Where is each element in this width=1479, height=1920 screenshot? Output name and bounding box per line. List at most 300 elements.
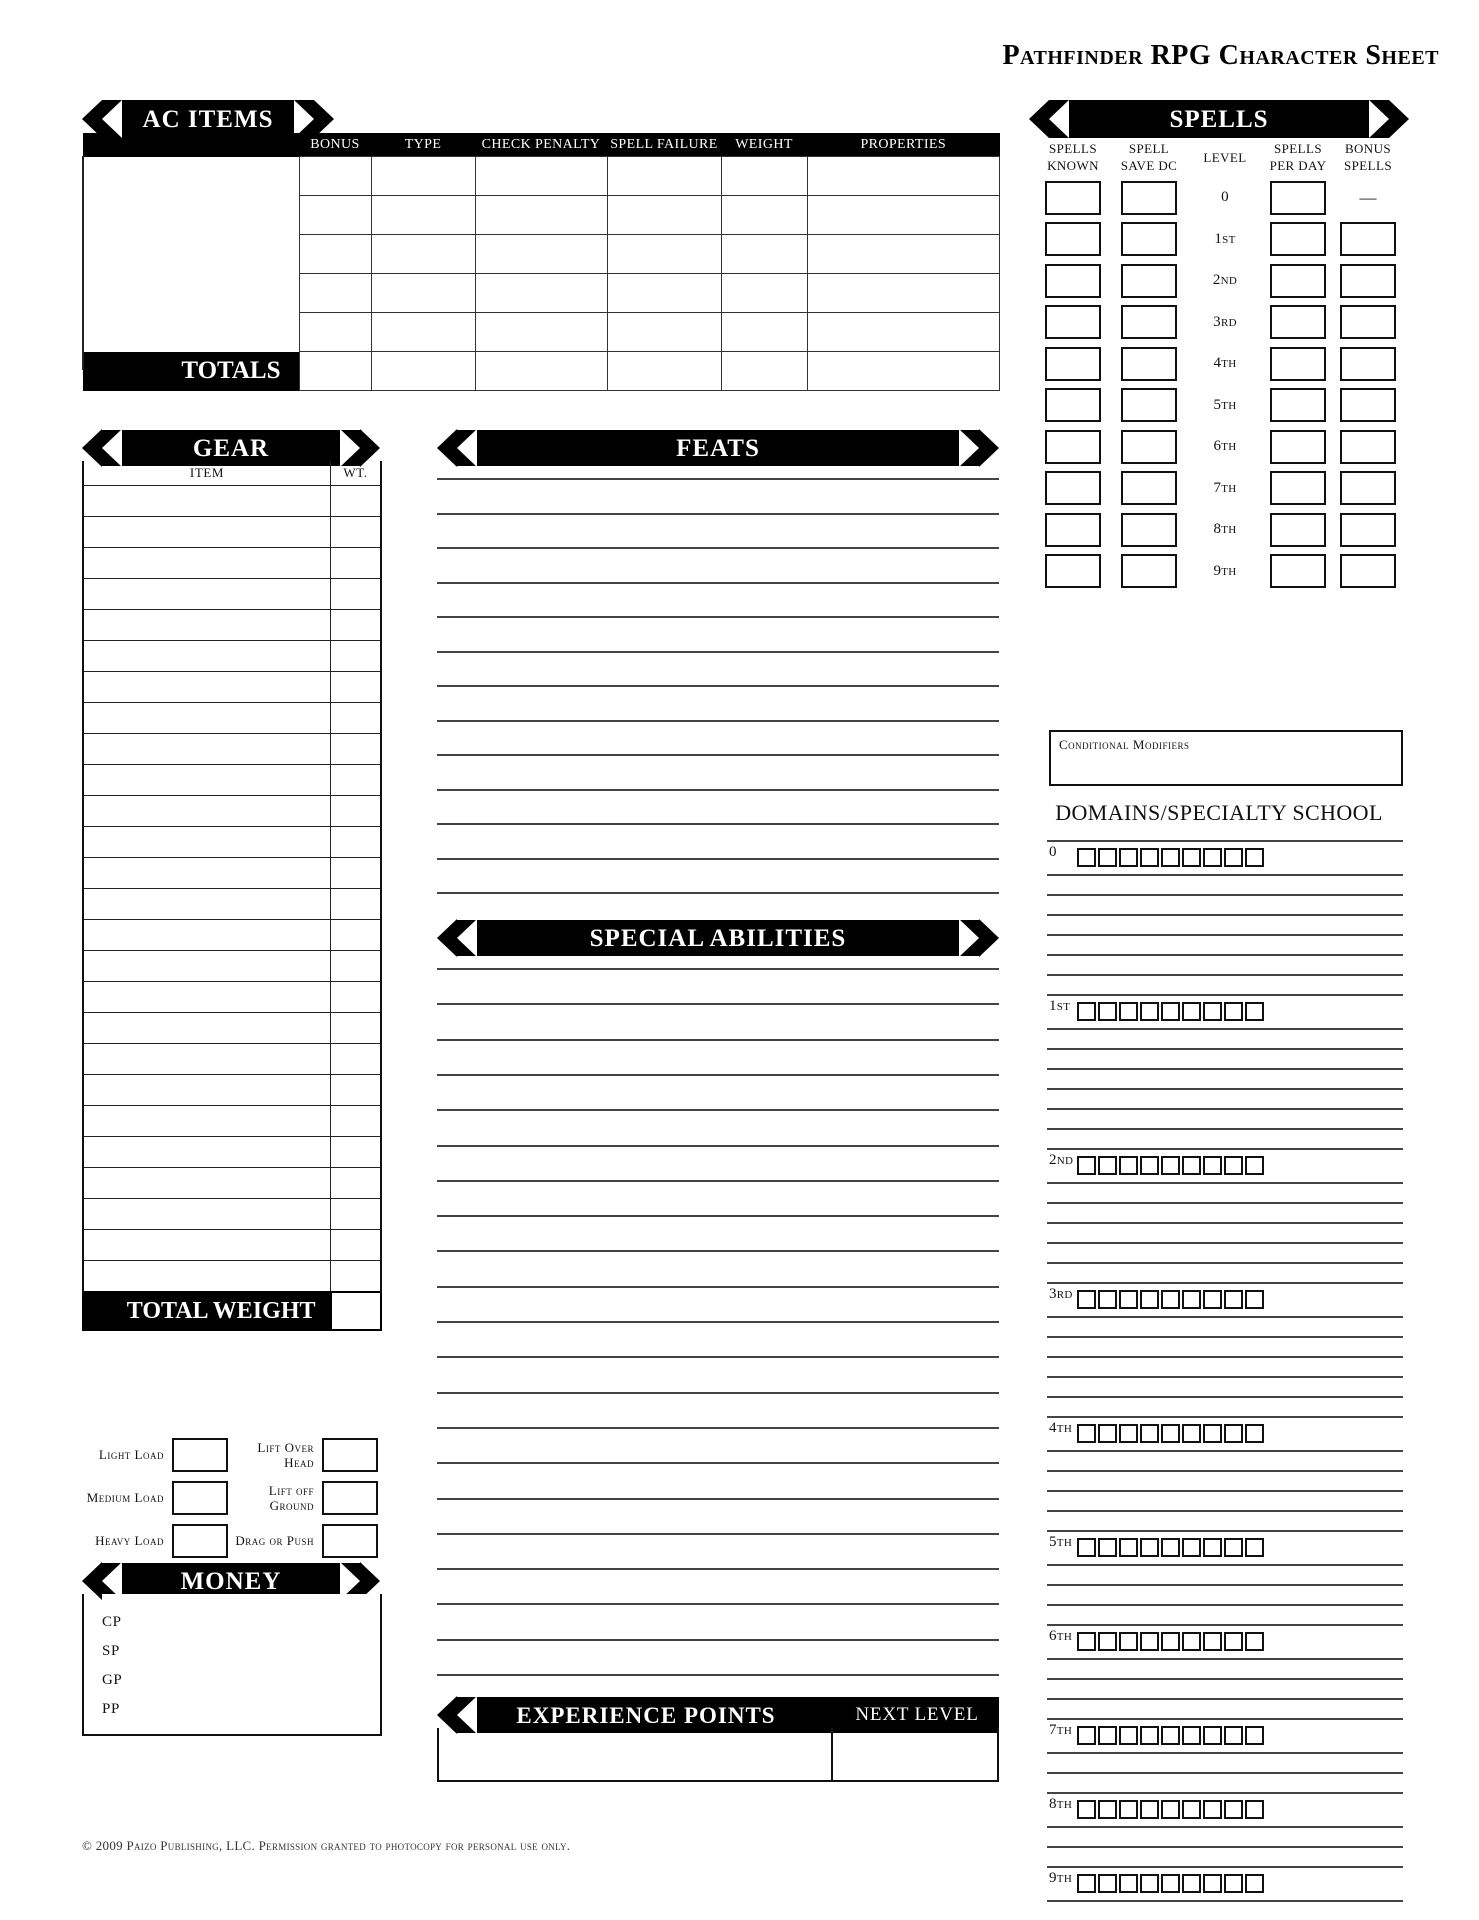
special-abilities-line[interactable] bbox=[437, 1427, 999, 1429]
gear-item-cell[interactable] bbox=[83, 1199, 331, 1230]
ac-items-cell-properties[interactable] bbox=[807, 274, 1000, 313]
spell-slot-checkbox[interactable] bbox=[1119, 1632, 1138, 1651]
special-abilities-line[interactable] bbox=[437, 1392, 999, 1394]
spell-save-dc-box[interactable] bbox=[1121, 347, 1177, 381]
spell-slot-checkbox[interactable] bbox=[1077, 1538, 1096, 1557]
spell-slot-checkbox[interactable] bbox=[1119, 1538, 1138, 1557]
bonus-spells-box[interactable] bbox=[1340, 554, 1396, 588]
ac-items-cell-type[interactable] bbox=[371, 157, 475, 196]
spell-entry-line[interactable] bbox=[1047, 1068, 1403, 1070]
spell-slot-checkbox[interactable] bbox=[1182, 848, 1201, 867]
special-abilities-line[interactable] bbox=[437, 1462, 999, 1464]
gear-weight-cell[interactable] bbox=[331, 982, 382, 1013]
spell-entry-line[interactable] bbox=[1047, 1846, 1403, 1848]
spell-entry-line[interactable] bbox=[1047, 1048, 1403, 1050]
spells-known-box[interactable] bbox=[1045, 305, 1101, 339]
gear-weight-cell[interactable] bbox=[331, 1261, 382, 1293]
spell-slot-checkbox[interactable] bbox=[1098, 1156, 1117, 1175]
spell-save-dc-box[interactable] bbox=[1121, 430, 1177, 464]
spell-slot-checkbox[interactable] bbox=[1245, 1726, 1264, 1745]
ac-items-cell-weight[interactable] bbox=[721, 196, 807, 235]
ac-items-cell-type[interactable] bbox=[371, 313, 475, 352]
gear-weight-cell[interactable] bbox=[331, 889, 382, 920]
ac-items-total-type[interactable] bbox=[371, 352, 475, 391]
money-row-sp[interactable] bbox=[102, 1643, 120, 1660]
gear-weight-cell[interactable] bbox=[331, 1013, 382, 1044]
spells-per-day-box[interactable] bbox=[1270, 513, 1326, 547]
gear-weight-cell[interactable] bbox=[331, 796, 382, 827]
bonus-spells-box[interactable] bbox=[1340, 347, 1396, 381]
spell-save-dc-box[interactable] bbox=[1121, 264, 1177, 298]
feats-line[interactable] bbox=[437, 892, 999, 894]
special-abilities-line[interactable] bbox=[437, 1003, 999, 1005]
spell-slot-checkbox[interactable] bbox=[1140, 1424, 1159, 1443]
spell-entry-line[interactable] bbox=[1047, 1222, 1403, 1224]
gear-weight-cell[interactable] bbox=[331, 1230, 382, 1261]
spell-slot-checkbox[interactable] bbox=[1182, 1156, 1201, 1175]
spell-slot-checkbox[interactable] bbox=[1077, 1424, 1096, 1443]
spell-slot-checkbox[interactable] bbox=[1224, 848, 1243, 867]
ac-items-cell-weight[interactable] bbox=[721, 157, 807, 196]
gear-weight-cell[interactable] bbox=[331, 827, 382, 858]
spell-entry-line[interactable] bbox=[1047, 1316, 1403, 1318]
spell-slot-checkbox[interactable] bbox=[1182, 1800, 1201, 1819]
special-abilities-line[interactable] bbox=[437, 1286, 999, 1288]
spells-known-box[interactable] bbox=[1045, 222, 1101, 256]
gear-weight-cell[interactable] bbox=[331, 1044, 382, 1075]
spell-entry-line[interactable] bbox=[1047, 1772, 1403, 1774]
spell-entry-line[interactable] bbox=[1047, 1088, 1403, 1090]
spell-save-dc-box[interactable] bbox=[1121, 388, 1177, 422]
spell-slot-checkbox[interactable] bbox=[1119, 1424, 1138, 1443]
spell-slot-checkbox[interactable] bbox=[1140, 1538, 1159, 1557]
feats-line[interactable] bbox=[437, 789, 999, 791]
ac-items-cell-spell-failure[interactable] bbox=[607, 196, 721, 235]
bonus-spells-box[interactable] bbox=[1340, 513, 1396, 547]
special-abilities-line[interactable] bbox=[437, 1498, 999, 1500]
spell-slot-checkbox[interactable] bbox=[1203, 1424, 1222, 1443]
gear-weight-cell[interactable] bbox=[331, 858, 382, 889]
spell-entry-line[interactable] bbox=[1047, 1262, 1403, 1264]
special-abilities-line[interactable] bbox=[437, 1250, 999, 1252]
spells-known-box[interactable] bbox=[1045, 430, 1101, 464]
spell-entry-line[interactable] bbox=[1047, 1242, 1403, 1244]
spell-save-dc-box[interactable] bbox=[1121, 513, 1177, 547]
gear-item-cell[interactable] bbox=[83, 734, 331, 765]
spell-slot-checkbox[interactable] bbox=[1098, 848, 1117, 867]
gear-item-cell[interactable] bbox=[83, 951, 331, 982]
ac-items-cell-type[interactable] bbox=[371, 274, 475, 313]
spells-known-box[interactable] bbox=[1045, 554, 1101, 588]
spell-slot-checkbox[interactable] bbox=[1245, 1538, 1264, 1557]
spell-entry-line[interactable] bbox=[1047, 894, 1403, 896]
gear-weight-cell[interactable] bbox=[331, 920, 382, 951]
spell-entry-line[interactable] bbox=[1047, 1564, 1403, 1566]
gear-weight-cell[interactable] bbox=[331, 672, 382, 703]
spell-slot-checkbox[interactable] bbox=[1224, 1002, 1243, 1021]
special-abilities-line[interactable] bbox=[437, 1074, 999, 1076]
spells-per-day-box[interactable] bbox=[1270, 181, 1326, 215]
ac-items-total-weight[interactable] bbox=[721, 352, 807, 391]
gear-item-cell[interactable] bbox=[83, 579, 331, 610]
gear-item-cell[interactable] bbox=[83, 1137, 331, 1168]
spell-slot-checkbox[interactable] bbox=[1077, 1290, 1096, 1309]
spell-slot-checkbox[interactable] bbox=[1245, 1156, 1264, 1175]
ac-items-cell-properties[interactable] bbox=[807, 157, 1000, 196]
spell-save-dc-box[interactable] bbox=[1121, 222, 1177, 256]
special-abilities-line[interactable] bbox=[437, 1356, 999, 1358]
spell-slot-checkbox[interactable] bbox=[1224, 1800, 1243, 1819]
carrying-capacity-value[interactable] bbox=[172, 1524, 228, 1558]
spell-entry-line[interactable] bbox=[1047, 1678, 1403, 1680]
gear-weight-cell[interactable] bbox=[331, 610, 382, 641]
bonus-spells-box[interactable] bbox=[1340, 222, 1396, 256]
spells-per-day-box[interactable] bbox=[1270, 471, 1326, 505]
spell-slot-checkbox[interactable] bbox=[1098, 1002, 1117, 1021]
gear-weight-cell[interactable] bbox=[331, 486, 382, 517]
ac-items-cell-bonus[interactable] bbox=[299, 235, 371, 274]
spell-slot-checkbox[interactable] bbox=[1224, 1874, 1243, 1893]
gear-item-cell[interactable] bbox=[83, 765, 331, 796]
spell-slot-checkbox[interactable] bbox=[1245, 1632, 1264, 1651]
spell-entry-line[interactable] bbox=[1047, 1604, 1403, 1606]
spell-slot-checkbox[interactable] bbox=[1224, 1290, 1243, 1309]
spell-entry-line[interactable] bbox=[1047, 1376, 1403, 1378]
spell-slot-checkbox[interactable] bbox=[1140, 1726, 1159, 1745]
spell-slot-checkbox[interactable] bbox=[1161, 1800, 1180, 1819]
gear-weight-cell[interactable] bbox=[331, 1168, 382, 1199]
spell-slot-checkbox[interactable] bbox=[1098, 1726, 1117, 1745]
ac-items-total-properties[interactable] bbox=[807, 352, 1000, 391]
spell-entry-line[interactable] bbox=[1047, 914, 1403, 916]
carrying-capacity-value[interactable] bbox=[322, 1438, 378, 1472]
spell-slot-checkbox[interactable] bbox=[1224, 1538, 1243, 1557]
spell-slot-checkbox[interactable] bbox=[1161, 848, 1180, 867]
ac-items-cell-spell-failure[interactable] bbox=[607, 235, 721, 274]
spell-slot-checkbox[interactable] bbox=[1161, 1726, 1180, 1745]
feats-line[interactable] bbox=[437, 685, 999, 687]
spell-entry-line[interactable] bbox=[1047, 1396, 1403, 1398]
spell-slot-checkbox[interactable] bbox=[1119, 1874, 1138, 1893]
spell-slot-checkbox[interactable] bbox=[1182, 1424, 1201, 1443]
spell-slot-checkbox[interactable] bbox=[1245, 848, 1264, 867]
spell-slot-checkbox[interactable] bbox=[1245, 1874, 1264, 1893]
ac-items-total-bonus[interactable] bbox=[299, 352, 371, 391]
spell-slot-checkbox[interactable] bbox=[1182, 1874, 1201, 1893]
ac-items-item-name[interactable] bbox=[83, 235, 299, 274]
spell-slot-checkbox[interactable] bbox=[1077, 1002, 1096, 1021]
spell-entry-line[interactable] bbox=[1047, 1584, 1403, 1586]
gear-item-cell[interactable] bbox=[83, 1230, 331, 1261]
money-row-cp[interactable] bbox=[102, 1614, 122, 1631]
spell-entry-line[interactable] bbox=[1047, 1752, 1403, 1754]
gear-item-cell[interactable] bbox=[83, 1261, 331, 1293]
spell-slot-checkbox[interactable] bbox=[1098, 1290, 1117, 1309]
spell-slot-checkbox[interactable] bbox=[1203, 1290, 1222, 1309]
spell-slot-checkbox[interactable] bbox=[1140, 1290, 1159, 1309]
feats-line[interactable] bbox=[437, 582, 999, 584]
spell-slot-checkbox[interactable] bbox=[1119, 1800, 1138, 1819]
feats-line[interactable] bbox=[437, 651, 999, 653]
ac-items-cell-check-penalty[interactable] bbox=[475, 313, 607, 352]
spell-slot-checkbox[interactable] bbox=[1161, 1874, 1180, 1893]
gear-item-cell[interactable] bbox=[83, 1106, 331, 1137]
spell-slot-checkbox[interactable] bbox=[1203, 1874, 1222, 1893]
feats-line[interactable] bbox=[437, 720, 999, 722]
ac-items-cell-bonus[interactable] bbox=[299, 274, 371, 313]
ac-items-cell-properties[interactable] bbox=[807, 196, 1000, 235]
ac-items-cell-bonus[interactable] bbox=[299, 157, 371, 196]
spell-save-dc-box[interactable] bbox=[1121, 181, 1177, 215]
spell-save-dc-box[interactable] bbox=[1121, 471, 1177, 505]
ac-items-cell-type[interactable] bbox=[371, 196, 475, 235]
spell-save-dc-box[interactable] bbox=[1121, 305, 1177, 339]
spell-slot-checkbox[interactable] bbox=[1098, 1632, 1117, 1651]
gear-weight-cell[interactable] bbox=[331, 548, 382, 579]
feats-line[interactable] bbox=[437, 616, 999, 618]
spell-slot-checkbox[interactable] bbox=[1224, 1632, 1243, 1651]
ac-items-item-name[interactable] bbox=[83, 157, 299, 196]
gear-item-cell[interactable] bbox=[83, 796, 331, 827]
feats-line[interactable] bbox=[437, 858, 999, 860]
gear-item-cell[interactable] bbox=[83, 858, 331, 889]
spell-entry-line[interactable] bbox=[1047, 1698, 1403, 1700]
spell-slot-checkbox[interactable] bbox=[1224, 1726, 1243, 1745]
spell-entry-line[interactable] bbox=[1047, 1658, 1403, 1660]
carrying-capacity-value[interactable] bbox=[172, 1481, 228, 1515]
ac-items-cell-weight[interactable] bbox=[721, 235, 807, 274]
spell-slot-checkbox[interactable] bbox=[1203, 1002, 1222, 1021]
spell-entry-line[interactable] bbox=[1047, 954, 1403, 956]
ac-items-item-name[interactable] bbox=[83, 196, 299, 235]
ac-items-cell-type[interactable] bbox=[371, 235, 475, 274]
carrying-capacity-value[interactable] bbox=[172, 1438, 228, 1472]
gear-item-cell[interactable] bbox=[83, 1075, 331, 1106]
special-abilities-line[interactable] bbox=[437, 1321, 999, 1323]
feats-line[interactable] bbox=[437, 513, 999, 515]
spell-slot-checkbox[interactable] bbox=[1182, 1726, 1201, 1745]
ac-items-cell-bonus[interactable] bbox=[299, 313, 371, 352]
bonus-spells-box[interactable] bbox=[1340, 305, 1396, 339]
money-row-gp[interactable] bbox=[102, 1672, 122, 1689]
spell-slot-checkbox[interactable] bbox=[1203, 848, 1222, 867]
spell-slot-checkbox[interactable] bbox=[1245, 1290, 1264, 1309]
gear-item-cell[interactable] bbox=[83, 610, 331, 641]
spells-per-day-box[interactable] bbox=[1270, 388, 1326, 422]
spell-entry-line[interactable] bbox=[1047, 1128, 1403, 1130]
special-abilities-line[interactable] bbox=[437, 1039, 999, 1041]
spell-entry-line[interactable] bbox=[1047, 874, 1403, 876]
gear-item-cell[interactable] bbox=[83, 920, 331, 951]
spell-slot-checkbox[interactable] bbox=[1077, 1726, 1096, 1745]
spells-known-box[interactable] bbox=[1045, 347, 1101, 381]
gear-item-cell[interactable] bbox=[83, 703, 331, 734]
spell-slot-checkbox[interactable] bbox=[1119, 1290, 1138, 1309]
spell-slot-checkbox[interactable] bbox=[1098, 1800, 1117, 1819]
spell-slot-checkbox[interactable] bbox=[1203, 1538, 1222, 1557]
spell-slot-checkbox[interactable] bbox=[1077, 1800, 1096, 1819]
spell-slot-checkbox[interactable] bbox=[1077, 1632, 1096, 1651]
experience-points-value[interactable] bbox=[439, 1728, 833, 1780]
spell-slot-checkbox[interactable] bbox=[1161, 1002, 1180, 1021]
ac-items-cell-weight[interactable] bbox=[721, 313, 807, 352]
ac-items-cell-check-penalty[interactable] bbox=[475, 235, 607, 274]
spell-slot-checkbox[interactable] bbox=[1140, 1632, 1159, 1651]
ac-items-cell-weight[interactable] bbox=[721, 274, 807, 313]
gear-item-cell[interactable] bbox=[83, 889, 331, 920]
ac-items-cell-check-penalty[interactable] bbox=[475, 157, 607, 196]
carrying-capacity-value[interactable] bbox=[322, 1481, 378, 1515]
next-level-value[interactable] bbox=[833, 1728, 997, 1780]
feats-line[interactable] bbox=[437, 823, 999, 825]
spell-entry-line[interactable] bbox=[1047, 1900, 1403, 1902]
spell-slot-checkbox[interactable] bbox=[1203, 1632, 1222, 1651]
spell-slot-checkbox[interactable] bbox=[1161, 1290, 1180, 1309]
special-abilities-line[interactable] bbox=[437, 1533, 999, 1535]
spell-slot-checkbox[interactable] bbox=[1224, 1156, 1243, 1175]
ac-items-cell-spell-failure[interactable] bbox=[607, 157, 721, 196]
spells-known-box[interactable] bbox=[1045, 471, 1101, 505]
spell-slot-checkbox[interactable] bbox=[1140, 1002, 1159, 1021]
spells-per-day-box[interactable] bbox=[1270, 264, 1326, 298]
spells-per-day-box[interactable] bbox=[1270, 347, 1326, 381]
spell-slot-checkbox[interactable] bbox=[1245, 1002, 1264, 1021]
gear-item-cell[interactable] bbox=[83, 517, 331, 548]
spell-entry-line[interactable] bbox=[1047, 1202, 1403, 1204]
spell-slot-checkbox[interactable] bbox=[1161, 1156, 1180, 1175]
spell-slot-checkbox[interactable] bbox=[1203, 1156, 1222, 1175]
spell-slot-checkbox[interactable] bbox=[1077, 848, 1096, 867]
spell-slot-checkbox[interactable] bbox=[1161, 1538, 1180, 1557]
spells-known-box[interactable] bbox=[1045, 181, 1101, 215]
spell-slot-checkbox[interactable] bbox=[1077, 1874, 1096, 1893]
gear-weight-cell[interactable] bbox=[331, 703, 382, 734]
gear-weight-cell[interactable] bbox=[331, 641, 382, 672]
special-abilities-line[interactable] bbox=[437, 1215, 999, 1217]
spell-entry-line[interactable] bbox=[1047, 1510, 1403, 1512]
spell-slot-checkbox[interactable] bbox=[1245, 1424, 1264, 1443]
gear-weight-cell[interactable] bbox=[331, 765, 382, 796]
feats-line[interactable] bbox=[437, 478, 999, 480]
spell-slot-checkbox[interactable] bbox=[1161, 1632, 1180, 1651]
feats-line[interactable] bbox=[437, 547, 999, 549]
conditional-modifiers-box[interactable] bbox=[1049, 730, 1403, 786]
gear-weight-cell[interactable] bbox=[331, 1199, 382, 1230]
spells-per-day-box[interactable] bbox=[1270, 430, 1326, 464]
spells-per-day-box[interactable] bbox=[1270, 305, 1326, 339]
ac-items-cell-check-penalty[interactable] bbox=[475, 274, 607, 313]
spell-entry-line[interactable] bbox=[1047, 1356, 1403, 1358]
gear-weight-cell[interactable] bbox=[331, 1137, 382, 1168]
spells-known-box[interactable] bbox=[1045, 388, 1101, 422]
spell-save-dc-box[interactable] bbox=[1121, 554, 1177, 588]
special-abilities-line[interactable] bbox=[437, 1109, 999, 1111]
spell-entry-line[interactable] bbox=[1047, 1470, 1403, 1472]
spell-entry-line[interactable] bbox=[1047, 974, 1403, 976]
spell-slot-checkbox[interactable] bbox=[1161, 1424, 1180, 1443]
spell-slot-checkbox[interactable] bbox=[1203, 1726, 1222, 1745]
spell-slot-checkbox[interactable] bbox=[1182, 1538, 1201, 1557]
spell-slot-checkbox[interactable] bbox=[1224, 1424, 1243, 1443]
gear-weight-cell[interactable] bbox=[331, 579, 382, 610]
special-abilities-line[interactable] bbox=[437, 1639, 999, 1641]
bonus-spells-box[interactable] bbox=[1340, 264, 1396, 298]
spell-slot-checkbox[interactable] bbox=[1245, 1800, 1264, 1819]
spell-slot-checkbox[interactable] bbox=[1119, 1726, 1138, 1745]
spell-entry-line[interactable] bbox=[1047, 1450, 1403, 1452]
ac-items-cell-spell-failure[interactable] bbox=[607, 313, 721, 352]
spells-known-box[interactable] bbox=[1045, 513, 1101, 547]
spell-slot-checkbox[interactable] bbox=[1119, 848, 1138, 867]
gear-item-cell[interactable] bbox=[83, 486, 331, 517]
ac-items-cell-check-penalty[interactable] bbox=[475, 196, 607, 235]
gear-item-cell[interactable] bbox=[83, 641, 331, 672]
spell-slot-checkbox[interactable] bbox=[1098, 1874, 1117, 1893]
ac-items-item-name[interactable] bbox=[83, 274, 299, 313]
ac-items-cell-spell-failure[interactable] bbox=[607, 274, 721, 313]
spell-slot-checkbox[interactable] bbox=[1182, 1002, 1201, 1021]
gear-item-cell[interactable] bbox=[83, 672, 331, 703]
ac-items-item-name[interactable] bbox=[83, 313, 299, 352]
gear-weight-cell[interactable] bbox=[331, 1075, 382, 1106]
gear-item-cell[interactable] bbox=[83, 827, 331, 858]
spell-slot-checkbox[interactable] bbox=[1077, 1156, 1096, 1175]
gear-weight-cell[interactable] bbox=[331, 1106, 382, 1137]
bonus-spells-box[interactable] bbox=[1340, 430, 1396, 464]
ac-items-total-spell-failure[interactable] bbox=[607, 352, 721, 391]
gear-item-cell[interactable] bbox=[83, 982, 331, 1013]
spell-slot-checkbox[interactable] bbox=[1119, 1156, 1138, 1175]
gear-item-cell[interactable] bbox=[83, 548, 331, 579]
ac-items-total-check-penalty[interactable] bbox=[475, 352, 607, 391]
ac-items-cell-properties[interactable] bbox=[807, 235, 1000, 274]
gear-weight-cell[interactable] bbox=[331, 734, 382, 765]
spell-entry-line[interactable] bbox=[1047, 1182, 1403, 1184]
spell-slot-checkbox[interactable] bbox=[1119, 1002, 1138, 1021]
carrying-capacity-value[interactable] bbox=[322, 1524, 378, 1558]
spell-entry-line[interactable] bbox=[1047, 1490, 1403, 1492]
spell-entry-line[interactable] bbox=[1047, 1108, 1403, 1110]
spell-entry-line[interactable] bbox=[1047, 934, 1403, 936]
gear-weight-cell[interactable] bbox=[331, 517, 382, 548]
special-abilities-line[interactable] bbox=[437, 1568, 999, 1570]
ac-items-cell-properties[interactable] bbox=[807, 313, 1000, 352]
feats-line[interactable] bbox=[437, 754, 999, 756]
spell-slot-checkbox[interactable] bbox=[1182, 1290, 1201, 1309]
spell-slot-checkbox[interactable] bbox=[1098, 1424, 1117, 1443]
spells-per-day-box[interactable] bbox=[1270, 222, 1326, 256]
spell-entry-line[interactable] bbox=[1047, 1826, 1403, 1828]
gear-item-cell[interactable] bbox=[83, 1168, 331, 1199]
special-abilities-line[interactable] bbox=[437, 1674, 999, 1676]
special-abilities-line[interactable] bbox=[437, 968, 999, 970]
special-abilities-line[interactable] bbox=[437, 1603, 999, 1605]
spell-slot-checkbox[interactable] bbox=[1140, 848, 1159, 867]
spell-entry-line[interactable] bbox=[1047, 1028, 1403, 1030]
spell-slot-checkbox[interactable] bbox=[1140, 1800, 1159, 1819]
spells-known-box[interactable] bbox=[1045, 264, 1101, 298]
special-abilities-line[interactable] bbox=[437, 1145, 999, 1147]
gear-weight-cell[interactable] bbox=[331, 951, 382, 982]
spell-slot-checkbox[interactable] bbox=[1140, 1156, 1159, 1175]
gear-item-cell[interactable] bbox=[83, 1013, 331, 1044]
gear-item-cell[interactable] bbox=[83, 1044, 331, 1075]
gear-total-weight-value[interactable] bbox=[331, 1292, 382, 1330]
bonus-spells-box[interactable] bbox=[1340, 388, 1396, 422]
spell-slot-checkbox[interactable] bbox=[1140, 1874, 1159, 1893]
spell-slot-checkbox[interactable] bbox=[1098, 1538, 1117, 1557]
spell-entry-line[interactable] bbox=[1047, 1336, 1403, 1338]
